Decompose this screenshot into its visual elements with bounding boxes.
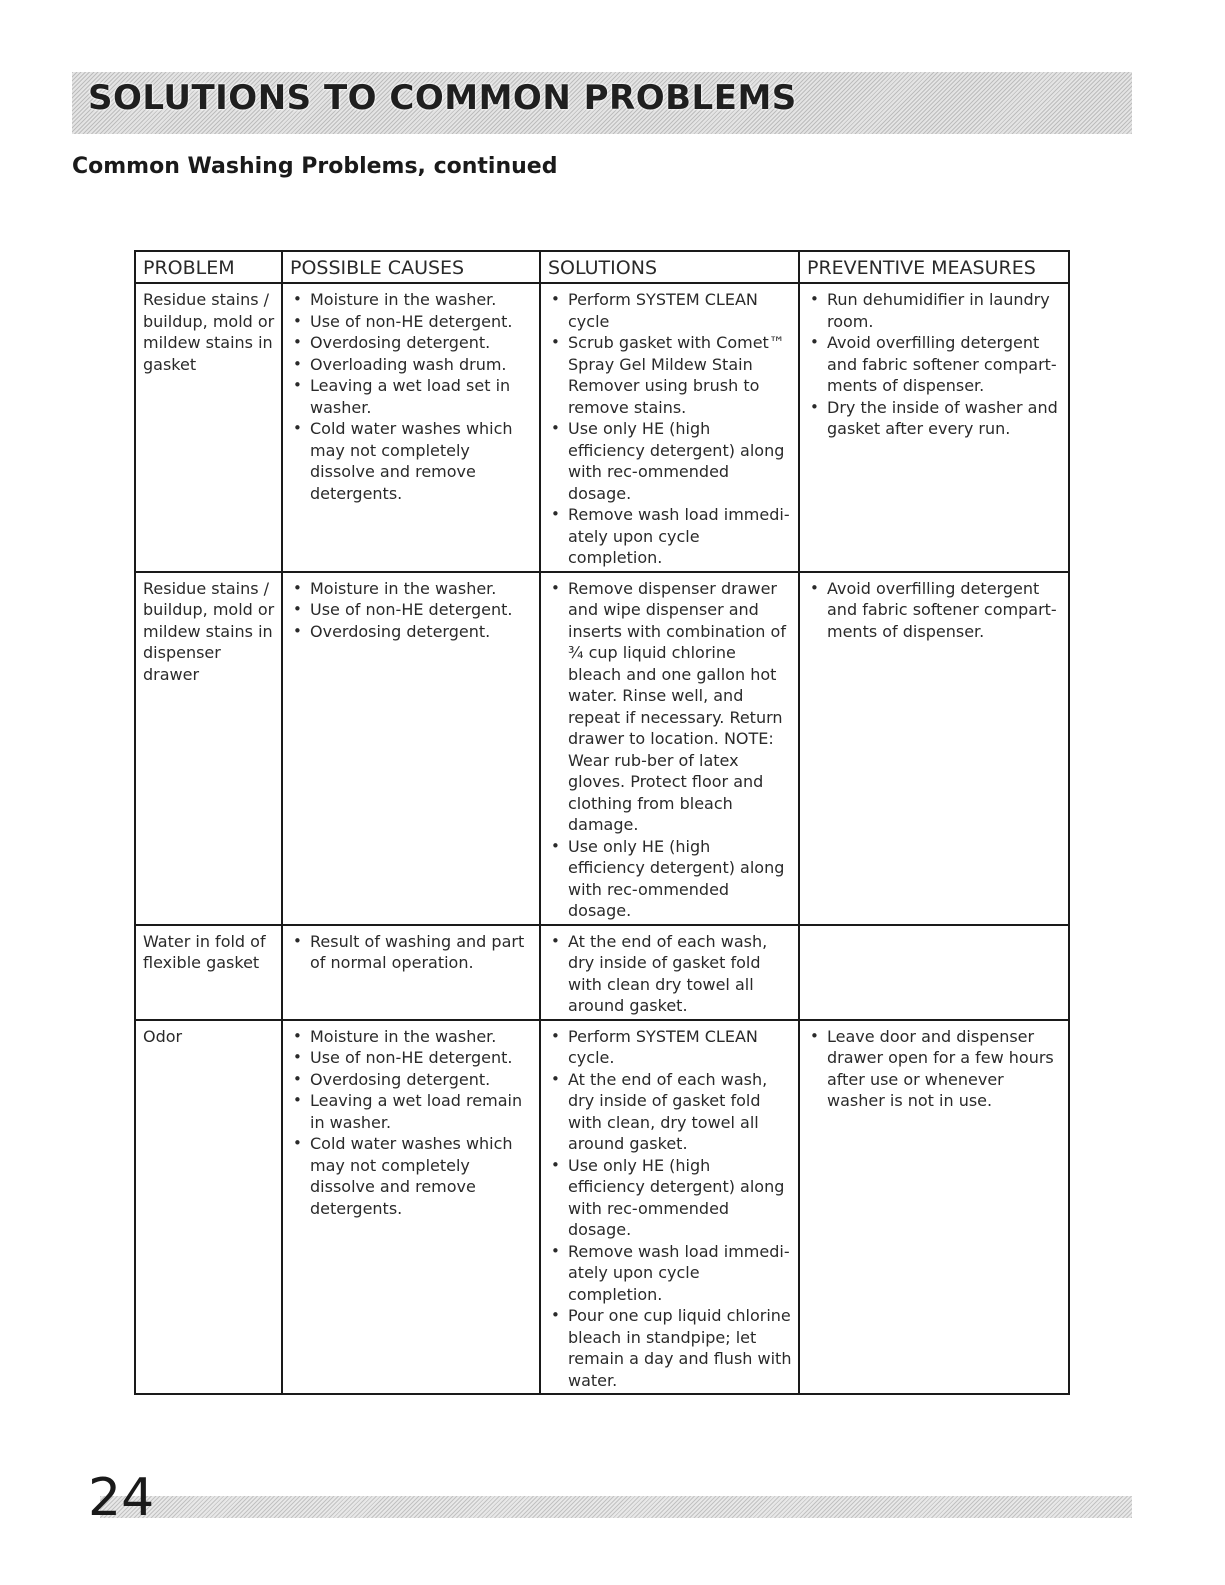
footer-bar — [100, 1496, 1132, 1518]
list-item: • Overloading wash drum. — [310, 354, 533, 376]
list-item: • Use only HE (high efficiency detergent) along with rec-ommended dosage. — [568, 836, 792, 922]
list-item: • Use of non-HE detergent. — [310, 599, 533, 621]
list-item: • Leaving a wet load set in washer. — [310, 375, 533, 418]
column-header-measures: PREVENTIVE MEASURES — [799, 251, 1069, 283]
page-number: 24 — [88, 1468, 155, 1528]
list-item: • Perform SYSTEM CLEAN cycle — [568, 289, 792, 332]
list-item: • Avoid overfilling detergent and fabric softener compart-ments of dispenser. — [827, 332, 1062, 397]
solutions-list — [548, 578, 792, 922]
solutions-cell — [540, 572, 799, 925]
list-item: • Use only HE (high efficiency detergent) along with rec-ommended dosage. — [568, 418, 792, 504]
list-item: • Use of non-HE detergent. — [310, 311, 533, 333]
list-item: • Remove wash load immedi-ately upon cycle completion. — [568, 1241, 792, 1306]
solutions-list — [548, 1026, 792, 1392]
solutions-list — [548, 931, 792, 1017]
column-header-problem: PROBLEM — [135, 251, 282, 283]
measures-list — [807, 289, 1062, 440]
causes-list — [290, 1026, 533, 1220]
list-item: • Use only HE (high efficiency detergent) along with rec-ommended dosage. — [568, 1155, 792, 1241]
list-item: • Overdosing detergent. — [310, 332, 533, 354]
causes-list — [290, 931, 533, 974]
measures-cell — [799, 283, 1069, 572]
table-row — [135, 925, 1069, 1020]
column-header-solutions: SOLUTIONS — [540, 251, 799, 283]
page-subtitle: Common Washing Problems, continued — [72, 154, 558, 179]
problems-table — [134, 250, 1070, 1395]
measures-list — [807, 578, 1062, 643]
list-item: • Perform SYSTEM CLEAN cycle. — [568, 1026, 792, 1069]
problem-cell: Water in fold of flexible gasket — [135, 925, 282, 1020]
measures-list — [807, 1026, 1062, 1112]
table-row — [135, 572, 1069, 925]
list-item: • Pour one cup liquid chlorine bleach in standpipe; let remain a day and flush with water. — [568, 1305, 792, 1391]
section-title: SOLUTIONS TO COMMON PROBLEMS — [88, 78, 797, 118]
list-item: • Leaving a wet load remain in washer. — [310, 1090, 533, 1133]
solutions-cell — [540, 283, 799, 572]
problem-cell: Residue stains / buildup, mold or mildew stains in dispenser drawer — [135, 572, 282, 925]
causes-cell — [282, 572, 540, 925]
list-item: • Use of non-HE detergent. — [310, 1047, 533, 1069]
list-item: • Remove wash load immedi-ately upon cycle completion. — [568, 504, 792, 569]
causes-cell — [282, 925, 540, 1020]
measures-cell — [799, 572, 1069, 925]
causes-cell — [282, 1020, 540, 1395]
list-item: • Cold water washes which may not completely dissolve and remove detergents. — [310, 1133, 533, 1219]
list-item: • Overdosing detergent. — [310, 1069, 533, 1091]
causes-list — [290, 289, 533, 504]
list-item: • Moisture in the washer. — [310, 289, 533, 311]
list-item: • At the end of each wash, dry inside of gasket fold with clean, dry towel all around gasket. — [568, 1069, 792, 1155]
list-item: • Result of washing and part of normal operation. — [310, 931, 533, 974]
list-item: • Overdosing detergent. — [310, 621, 533, 643]
measures-cell — [799, 925, 1069, 1020]
solutions-cell — [540, 1020, 799, 1395]
solutions-cell — [540, 925, 799, 1020]
causes-list — [290, 578, 533, 643]
list-item: • At the end of each wash, dry inside of gasket fold with clean dry towel all around gasket. — [568, 931, 792, 1017]
list-item: • Scrub gasket with Comet™ Spray Gel Mildew Stain Remover using brush to remove stains. — [568, 332, 792, 418]
list-item: • Moisture in the washer. — [310, 1026, 533, 1048]
problem-cell: Odor — [135, 1020, 282, 1395]
table-row — [135, 283, 1069, 572]
solutions-list — [548, 289, 792, 569]
list-item: • Run dehumidifier in laundry room. — [827, 289, 1062, 332]
list-item: • Leave door and dispenser drawer open for a few hours after use or whenever washer is not in use. — [827, 1026, 1062, 1112]
measures-cell — [799, 1020, 1069, 1395]
list-item: • Dry the inside of washer and gasket after every run. — [827, 397, 1062, 440]
section-banner — [72, 72, 1132, 134]
list-item: • Avoid overfilling detergent and fabric softener compart-ments of dispenser. — [827, 578, 1062, 643]
table-row — [135, 1020, 1069, 1395]
problem-cell: Residue stains / buildup, mold or mildew stains in gasket — [135, 283, 282, 572]
list-item: • Remove dispenser drawer and wipe dispenser and inserts with combination of ¾ cup liquid chlorine bleach and one gallon hot water. Rinse well, and repeat if necessary. Return drawer to location. NOTE: Wear rub-ber of latex gloves. Protect floor and clothing from bleach damage. — [568, 578, 792, 836]
column-header-causes: POSSIBLE CAUSES — [282, 251, 540, 283]
table-header-row — [135, 251, 1069, 283]
list-item: • Cold water washes which may not completely dissolve and remove detergents. — [310, 418, 533, 504]
causes-cell — [282, 283, 540, 572]
list-item: • Moisture in the washer. — [310, 578, 533, 600]
